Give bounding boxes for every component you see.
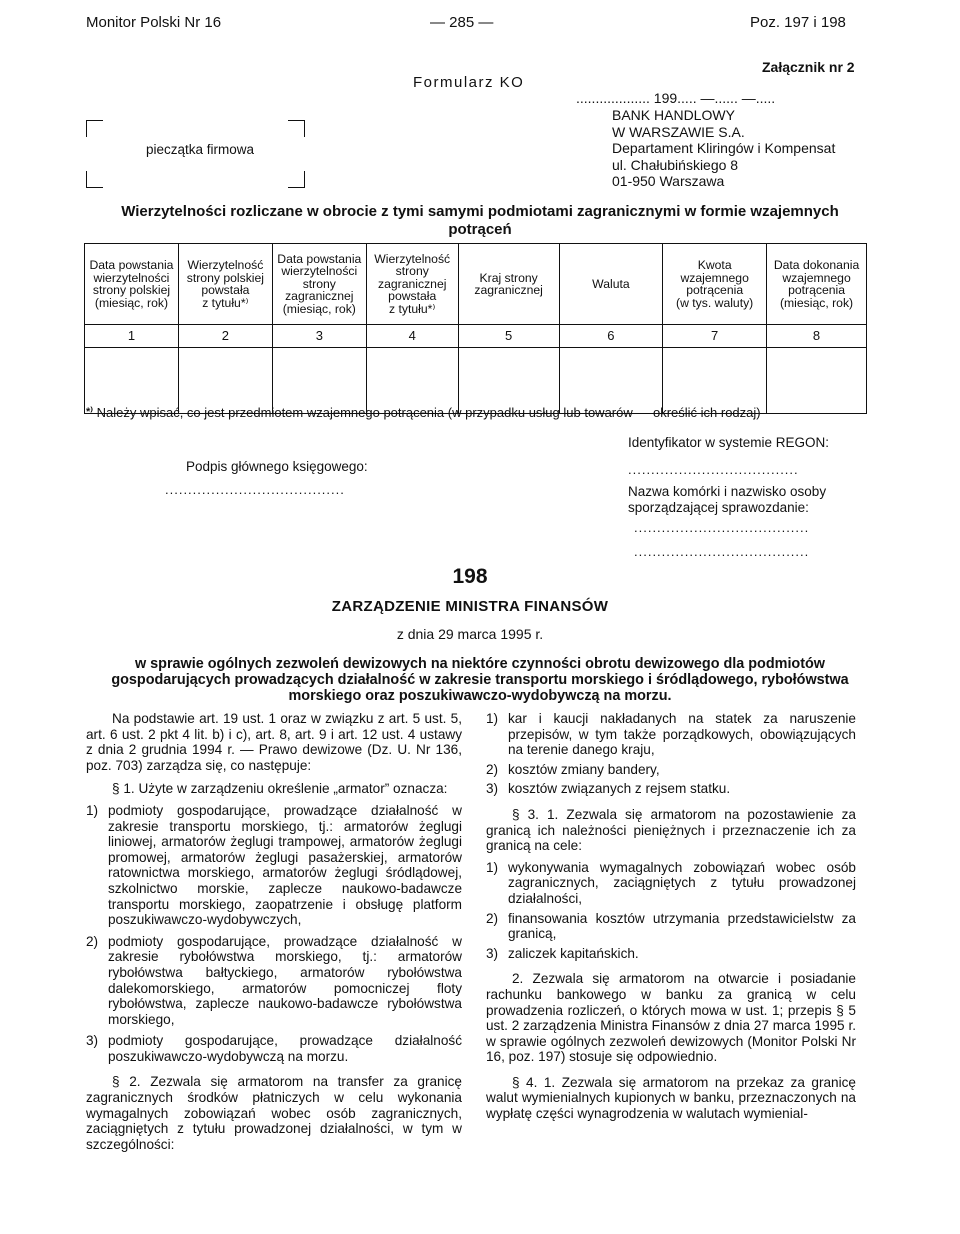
paragraph-3-1: § 3. 1. Zezwala się armatorom na pozostawienie za granicą ich należności pieniężnych i przeznaczenie ich za granicą na cele: [486, 806, 856, 854]
footnote-text: Należy wpisać, co jest przedmiotem wzajemnego potrącenia (w przypadku usług lub towarów — określić ich rodzaj) [96, 405, 761, 420]
contact-dots: ...................................... [634, 520, 810, 535]
column-number: 1 [85, 325, 179, 348]
list-item [86, 1033, 462, 1064]
addressee-block [612, 107, 835, 190]
paragraph-2: § 2. Zezwala się armatorom na transfer za granicę zagranicznych środków płatniczych w celu wykonania wymagalnych zobowiązań wobec osób zagranicznych, zaciągniętych z tytułu prowadzonej działalności, w tym w szczególności: [86, 1074, 462, 1152]
column-number-row [85, 325, 867, 348]
list-item [486, 781, 856, 797]
paragraph-3-2: 2. Zezwala się armatorom na otwarcie i posiadanie rachunku bankowego w banku za granicą w celu prowadzenia rozliczeń, o których mowa w ust. 1; przepis § 5 ust. 2 zarządzenia Ministra Finansów z dnia 27 marca 1995 r. w sprawie ogólnych zezwoleń dewizowych (Monitor Polski Nr 16, poz. 197) stosuje się odpowiednio. [486, 971, 856, 1065]
table-header-row [85, 244, 867, 325]
column-number: 7 [663, 325, 767, 348]
list-text: podmioty gospodarujące, prowadzące działalność w zakresie rybołówstwa morskiego, tj.: armatorów rybołówstwa bałtyckiego, armatorów rybołówstwa dalekomorskiego, armatorów pomocniczej floty rybołówstwa, zaplecze naukowo-badawcze rybołówstwa morskiego, [108, 933, 462, 1027]
accountant-label: Podpis głównego księgowego: [186, 459, 368, 474]
list-text: podmioty gospodarujące, prowadzące działalność w zakresie transportu morskiego, tj.: armatorów żeglugi liniowej, armatorów żeglugi trampowej, armatorów żeglugi promowej, armatorów żeglugi pasażerskiej, armatorów ratownictwa morskiego, armatorów żeglugi śródlądowej, szkolnictwo morskie, zaplecze naukowo-badawcze transportu morskiego, zaopatrzenie i obsługę platform poszukiwawczo-wydobywczych, [108, 802, 462, 928]
column-header: Kraj strony zagranicznej [458, 244, 559, 325]
column-header: Kwota wzajemnego potrącenia (w tys. waluty) [663, 244, 767, 325]
list-text: finansowania kosztów utrzymania przedstawicielstw za granicą, [508, 910, 856, 942]
column-header: Data powstania wierzytelności strony zagranicznej (miesiąc, rok) [272, 244, 366, 325]
entry-cell [767, 348, 867, 414]
column-header: Wierzytelność strony polskiej powstała z tytułu*⁾ [178, 244, 272, 325]
list-number: 2) [86, 933, 99, 949]
column-number: 4 [366, 325, 458, 348]
stamp-corner-bottom-right [288, 171, 305, 188]
act-number: 198 [452, 565, 488, 588]
contact-label-line: sporządzającej sprawozdanie: [628, 500, 809, 515]
addressee-line: BANK HANDLOWY [612, 107, 735, 123]
accountant-dots: ....................................... [165, 482, 345, 497]
column-header: Wierzytelność strony zagranicznej powstała z tytułu*⁾ [366, 244, 458, 325]
column-header: Waluta [559, 244, 663, 325]
addressee-line: W WARSZAWIE S.A. [612, 123, 745, 140]
running-header-page: — 285 — [430, 14, 494, 31]
list-number: 1) [86, 802, 99, 818]
running-header-position: Poz. 197 i 198 [750, 14, 846, 31]
act-date: z dnia 29 marca 1995 r. [396, 626, 544, 642]
contact-label-line: Nazwa komórki i nazwisko osoby [628, 484, 827, 499]
list-item [486, 911, 856, 942]
list-item [486, 762, 856, 778]
left-column [86, 711, 462, 1152]
empty-entry-row [85, 348, 867, 414]
regon-label: Identyfikator w systemie REGON: [628, 435, 830, 450]
act-subject-line: morskiego oraz poszukiwawczo-wydobywczą na morzu. [288, 688, 672, 704]
column-number: 6 [559, 325, 663, 348]
act-title: ZARZĄDZENIE MINISTRA FINANSÓW [331, 598, 609, 615]
entry-cell [366, 348, 458, 414]
right-column [486, 711, 856, 1122]
entry-cell [458, 348, 559, 414]
column-number: 8 [767, 325, 867, 348]
entry-cell [559, 348, 663, 414]
column-header: Data powstania wierzytelności strony polskiej (miesiąc, rok) [85, 244, 179, 325]
attachment-label: Załącznik nr 2 [762, 59, 855, 75]
stamp-corner-top-right [288, 120, 305, 137]
column-number: 3 [272, 325, 366, 348]
act-subject-line: gospodarujących prowadzących działalność w zakresie transportu morskiego i śródlądowego, rybołówstwa [111, 672, 849, 688]
form-title: Formularz KO [413, 74, 525, 91]
regon-dots: ..................................... [628, 462, 799, 477]
column-number: 5 [458, 325, 559, 348]
list-number: 1) [486, 859, 499, 875]
running-header-journal: Monitor Polski Nr 16 [86, 14, 222, 31]
stamp-corner-bottom-left [86, 171, 103, 188]
list-number: 2) [486, 910, 499, 926]
form-table [84, 243, 867, 414]
act-subject-line: w sprawie ogólnych zezwoleń dewizowych na niektóre czynności obrotu dewizowego dla podmiotów [134, 656, 826, 672]
contact-dots: ...................................... [634, 544, 810, 559]
addressee-line: 01-950 Warszawa [612, 173, 725, 189]
list-item [486, 711, 856, 758]
column-number: 2 [178, 325, 272, 348]
list-item [86, 803, 462, 928]
list-text: zaliczek kapitańskich. [508, 945, 639, 961]
list-text: kosztów związanych z rejsem statku. [508, 781, 731, 797]
list-text: kar i kaucji nakładanych na statek za naruszenie przepisów, w tym także porządkowych, obowiązujących na terenie danego kraju, [508, 711, 856, 758]
footnote-mark: *⁾ [86, 406, 93, 418]
list-item [86, 934, 462, 1028]
column-header: Data dokonania wzajemnego potrącenia (miesiąc, rok) [767, 244, 867, 325]
form-heading-line: Wierzytelności rozliczane w obrocie z tymi samymi podmiotami zagranicznymi w formie wzajemnych [121, 203, 839, 220]
entry-cell [272, 348, 366, 414]
form-heading-line: potrąceń [448, 221, 512, 238]
entry-cell [85, 348, 179, 414]
entry-cell [178, 348, 272, 414]
stamp-corner-top-left [86, 120, 103, 137]
list-item [486, 946, 856, 962]
list-text: wykonywania wymagalnych zobowiązań wobec osób zagranicznych, zaciągniętych z tytułu prowadzonej działalności, [508, 859, 856, 906]
list-text: kosztów zmiany bandery, [508, 761, 660, 777]
preamble: Na podstawie art. 19 ust. 1 oraz w związku z art. 5 ust. 5, art. 6 ust. 2 pkt 4 lit. b) i c), art. 8, art. 9 i art. 12 ust. 4 ustawy z dnia 2 grudnia 1994 r. — Prawo dewizowe (Dz. U. Nr 136, poz. 703) zarządza się, co następuje: [86, 711, 462, 773]
form-heading [70, 203, 890, 239]
list-text: podmioty gospodarujące, prowadzące działalność poszukiwawczo-wydobywczą na morzu. [108, 1033, 462, 1064]
addressee-line: ul. Chałubińskiego 8 [612, 156, 739, 173]
contact-label [628, 484, 826, 516]
entry-cell [663, 348, 767, 414]
list-number: 3) [486, 945, 499, 961]
paragraph-4: § 4. 1. Zezwala się armatorom na przekaz za granicę walut wymienialnych kupionych w banku, przeznaczonych na wypłatę części wynagrodzenia w walutach wymienial- [486, 1074, 856, 1122]
paragraph-1: § 1. Użyte w zarządzeniu określenie „armator” oznacza: [112, 781, 448, 797]
stamp-label: pieczątka firmowa [146, 142, 255, 157]
date-line: ................... 199..... —...... —..... [576, 90, 776, 106]
act-subject [70, 656, 890, 704]
list-item [486, 860, 856, 907]
addressee-line: Departament Kliringów i Kompensat [612, 140, 836, 156]
list-number: 3) [486, 781, 499, 797]
list-number: 3) [86, 1033, 99, 1049]
footnote [86, 405, 761, 420]
list-number: 1) [486, 711, 499, 726]
list-number: 2) [486, 761, 499, 777]
